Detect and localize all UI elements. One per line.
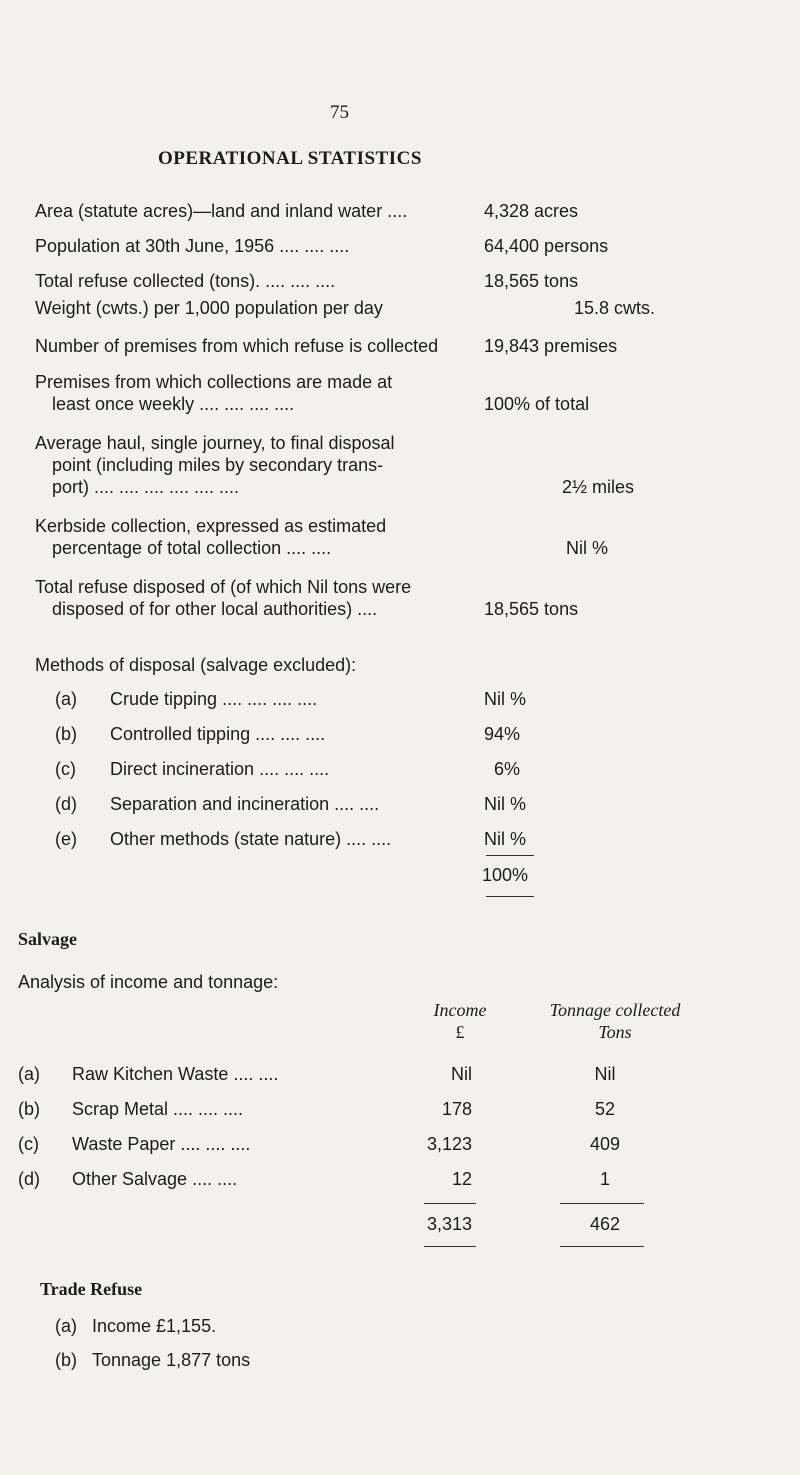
tonnage-total-rule-top — [560, 1203, 644, 1204]
stat-value-premises: 19,843 premises — [484, 336, 618, 356]
salvage-row-letter: (b) — [18, 1099, 40, 1119]
col-head-income-unit: £ — [455, 1022, 465, 1042]
method-name-separation: Separation and incineration .... .... — [110, 794, 380, 814]
method-letter: (c) — [55, 759, 76, 779]
trade-refuse-letter: (a) — [55, 1316, 77, 1336]
trade-refuse-income: Income £1,155. — [92, 1316, 217, 1336]
salvage-row-income: 3,123 — [426, 1134, 472, 1154]
stat-label-premises: Number of premises from which refuse is collected — [35, 336, 439, 356]
col-head-tonnage-unit: Tons — [598, 1022, 632, 1042]
stat-value-refuse-collected: 18,565 tons — [484, 271, 579, 291]
salvage-row-name: Scrap Metal .... .... .... — [72, 1099, 244, 1119]
stat-label-area: Area (statute acres)—land and inland water .... — [35, 201, 408, 221]
method-value-other: Nil % — [484, 829, 527, 849]
stat-value-weight: 15.8 cwts. — [574, 298, 656, 318]
salvage-row-income: Nil — [451, 1064, 472, 1084]
stat-label-kerbside-line2: percentage of total collection .... .... — [52, 538, 332, 558]
method-value-direct-incineration: 6% — [494, 759, 521, 779]
stat-label-haul-line2: point (including miles by secondary trans- — [52, 455, 384, 475]
stat-value-population: 64,400 persons — [484, 236, 609, 256]
trade-refuse-tonnage: Tonnage 1,877 tons — [92, 1350, 251, 1370]
methods-total: 100% — [482, 865, 529, 885]
col-head-tonnage: Tonnage collected — [549, 1000, 681, 1020]
col-head-income: Income — [433, 1000, 487, 1020]
method-letter: (d) — [55, 794, 77, 814]
methods-total-rule-top — [486, 855, 534, 856]
stat-label-haul-line3: port) .... .... .... .... .... .... — [52, 477, 240, 497]
salvage-row-letter: (d) — [18, 1169, 40, 1189]
method-name-direct-incineration: Direct incineration .... .... .... — [110, 759, 330, 779]
stat-value-haul: 2½ miles — [562, 477, 635, 497]
salvage-row-name: Raw Kitchen Waste .... .... — [72, 1064, 279, 1084]
method-value-controlled-tipping: 94% — [484, 724, 521, 744]
salvage-row-income: 12 — [451, 1169, 472, 1189]
method-name-other: Other methods (state nature) .... .... — [110, 829, 392, 849]
stat-label-weekly-line1: Premises from which collections are made at — [35, 372, 393, 392]
page-number: 75 — [330, 102, 349, 123]
salvage-row-tonnage: 409 — [589, 1134, 621, 1154]
trade-refuse-heading: Trade Refuse — [40, 1279, 143, 1299]
salvage-row-letter: (a) — [18, 1064, 40, 1084]
method-letter: (b) — [55, 724, 77, 744]
method-letter: (a) — [55, 689, 77, 709]
stat-label-disposed-line1: Total refuse disposed of (of which Nil tons were — [35, 577, 412, 597]
salvage-row-name: Other Salvage .... .... — [72, 1169, 238, 1189]
stat-label-haul-line1: Average haul, single journey, to final disposal — [35, 433, 395, 453]
stat-label-refuse-collected: Total refuse collected (tons). .... .... .... — [35, 271, 336, 291]
stat-value-kerbside: Nil % — [566, 538, 609, 558]
income-total-rule-bottom — [424, 1246, 476, 1247]
method-value-separation: Nil % — [484, 794, 527, 814]
tonnage-total-rule-bottom — [560, 1246, 644, 1247]
methods-total-rule-bottom — [486, 896, 534, 897]
stat-label-weight: Weight (cwts.) per 1,000 population per day — [35, 298, 383, 318]
salvage-subheading: Analysis of income and tonnage: — [18, 972, 279, 992]
salvage-total-tonnage: 462 — [589, 1214, 621, 1234]
salvage-row-letter: (c) — [18, 1134, 39, 1154]
salvage-row-tonnage: 52 — [594, 1099, 616, 1119]
stat-label-weekly-line2: least once weekly .... .... .... .... — [52, 394, 295, 414]
salvage-row-tonnage: Nil — [594, 1064, 616, 1084]
stat-value-weekly: 100% of total — [484, 394, 590, 414]
salvage-row-tonnage: 1 — [599, 1169, 610, 1189]
trade-refuse-letter: (b) — [55, 1350, 77, 1370]
method-value-crude-tipping: Nil % — [484, 689, 527, 709]
stat-value-disposed: 18,565 tons — [484, 599, 579, 619]
salvage-row-income: 178 — [441, 1099, 472, 1119]
stat-label-population: Population at 30th June, 1956 .... .... .... — [35, 236, 350, 256]
method-letter: (e) — [55, 829, 77, 849]
stat-label-disposed-line2: disposed of for other local authorities) .... — [52, 599, 378, 619]
stat-label-kerbside-line1: Kerbside collection, expressed as estimated — [35, 516, 387, 536]
income-total-rule-top — [424, 1203, 476, 1204]
stat-value-area: 4,328 acres — [484, 201, 579, 221]
page-title: OPERATIONAL STATISTICS — [158, 148, 422, 169]
method-name-crude-tipping: Crude tipping .... .... .... .... — [110, 689, 318, 709]
salvage-heading: Salvage — [18, 929, 78, 949]
method-name-controlled-tipping: Controlled tipping .... .... .... — [110, 724, 326, 744]
methods-heading: Methods of disposal (salvage excluded): — [35, 655, 357, 675]
salvage-total-income: 3,313 — [426, 1214, 472, 1234]
salvage-row-name: Waste Paper .... .... .... — [72, 1134, 251, 1154]
